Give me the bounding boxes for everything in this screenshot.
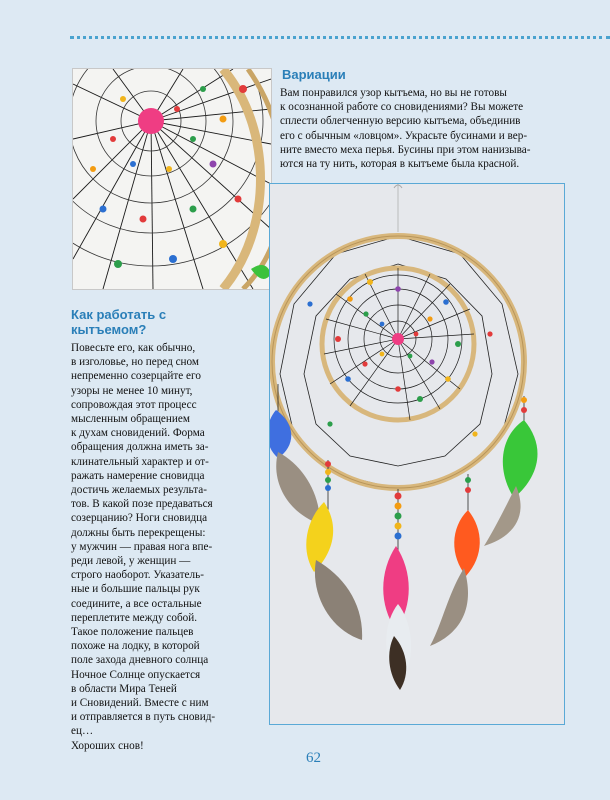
text-line: ные и большие пальцы рук: [71, 583, 200, 596]
text-line: его с обычным «ловцом». Украсьте бусинами и вер-: [280, 129, 528, 142]
dreamcatcher-main-photo: [269, 183, 565, 725]
text-line: ются на ту нить, которая в кытъеме была красной.: [280, 158, 520, 171]
text-line: Хороших снов!: [71, 739, 144, 752]
text-line: в изголовье, но перед сном: [71, 356, 200, 369]
howto-paragraph: [71, 341, 241, 753]
text-line: клинательный характер и от-: [71, 455, 209, 468]
text-line: к осознанной работе со сновидениями? Вы можете: [280, 101, 524, 114]
text-line: к духам сновидений. Форма: [71, 427, 205, 440]
text-line: достичь желаемых результа-: [71, 484, 207, 497]
text-line: похоже на лодку, в которой: [71, 640, 200, 653]
howto-heading: Как работать с кытъемом?: [71, 307, 167, 337]
text-line: мысленным обращением: [71, 413, 190, 426]
text-line: Ночное Солнце опускается: [71, 668, 201, 681]
text-line: Вам понравился узор кытъема, но вы не готовы: [280, 87, 507, 99]
dreamcatcher-closeup-photo: [72, 68, 272, 290]
page-number: 62: [306, 750, 321, 766]
text-line: соедините, а все остальные: [71, 597, 202, 610]
text-line: непременно созерцайте его: [71, 370, 201, 383]
variations-heading: Вариации: [282, 67, 346, 82]
text-line: тов. В какой позе предаваться: [71, 498, 213, 511]
text-line: в области Мира Теней: [71, 682, 177, 695]
text-line: созерцанию? Ноги сновидца: [71, 512, 208, 525]
text-line: и отправляется в путь сновид-: [71, 711, 216, 724]
text-line: ражать намерение сновидца: [71, 469, 205, 482]
text-line: узоры не менее 10 минут,: [71, 384, 193, 397]
text-line: должны быть перекрещены:: [71, 526, 206, 539]
text-line: у мужчин — правая нога впе-: [71, 540, 213, 553]
text-line: обращения должна иметь за-: [71, 441, 209, 454]
text-line: реди левой, у женщин —: [71, 555, 191, 568]
text-line: строго наоборот. Указатель-: [71, 569, 204, 582]
text-line: ец…: [71, 725, 94, 738]
dreamcatcher-illustration: [270, 184, 564, 724]
text-line: ните вместо меха перья. Бусины при этом нанизыва-: [280, 143, 531, 156]
variations-paragraph: [280, 86, 560, 171]
text-line: Повесьте его, как обычно,: [71, 342, 196, 354]
text-line: поле захода дневного солнца: [71, 654, 209, 667]
text-line: и Сновидений. Вместе с ним: [71, 697, 209, 710]
text-line: Такое положение пальцев: [71, 626, 194, 639]
text-line: переплетите между собой.: [71, 611, 198, 624]
dotted-rule: [70, 36, 610, 39]
text-line: сопровождая этот процесс: [71, 398, 197, 411]
dreamcatcher-closeup-illustration: [73, 69, 271, 289]
text-line: сплести облегченную версию кытъема, объединив: [280, 115, 521, 128]
